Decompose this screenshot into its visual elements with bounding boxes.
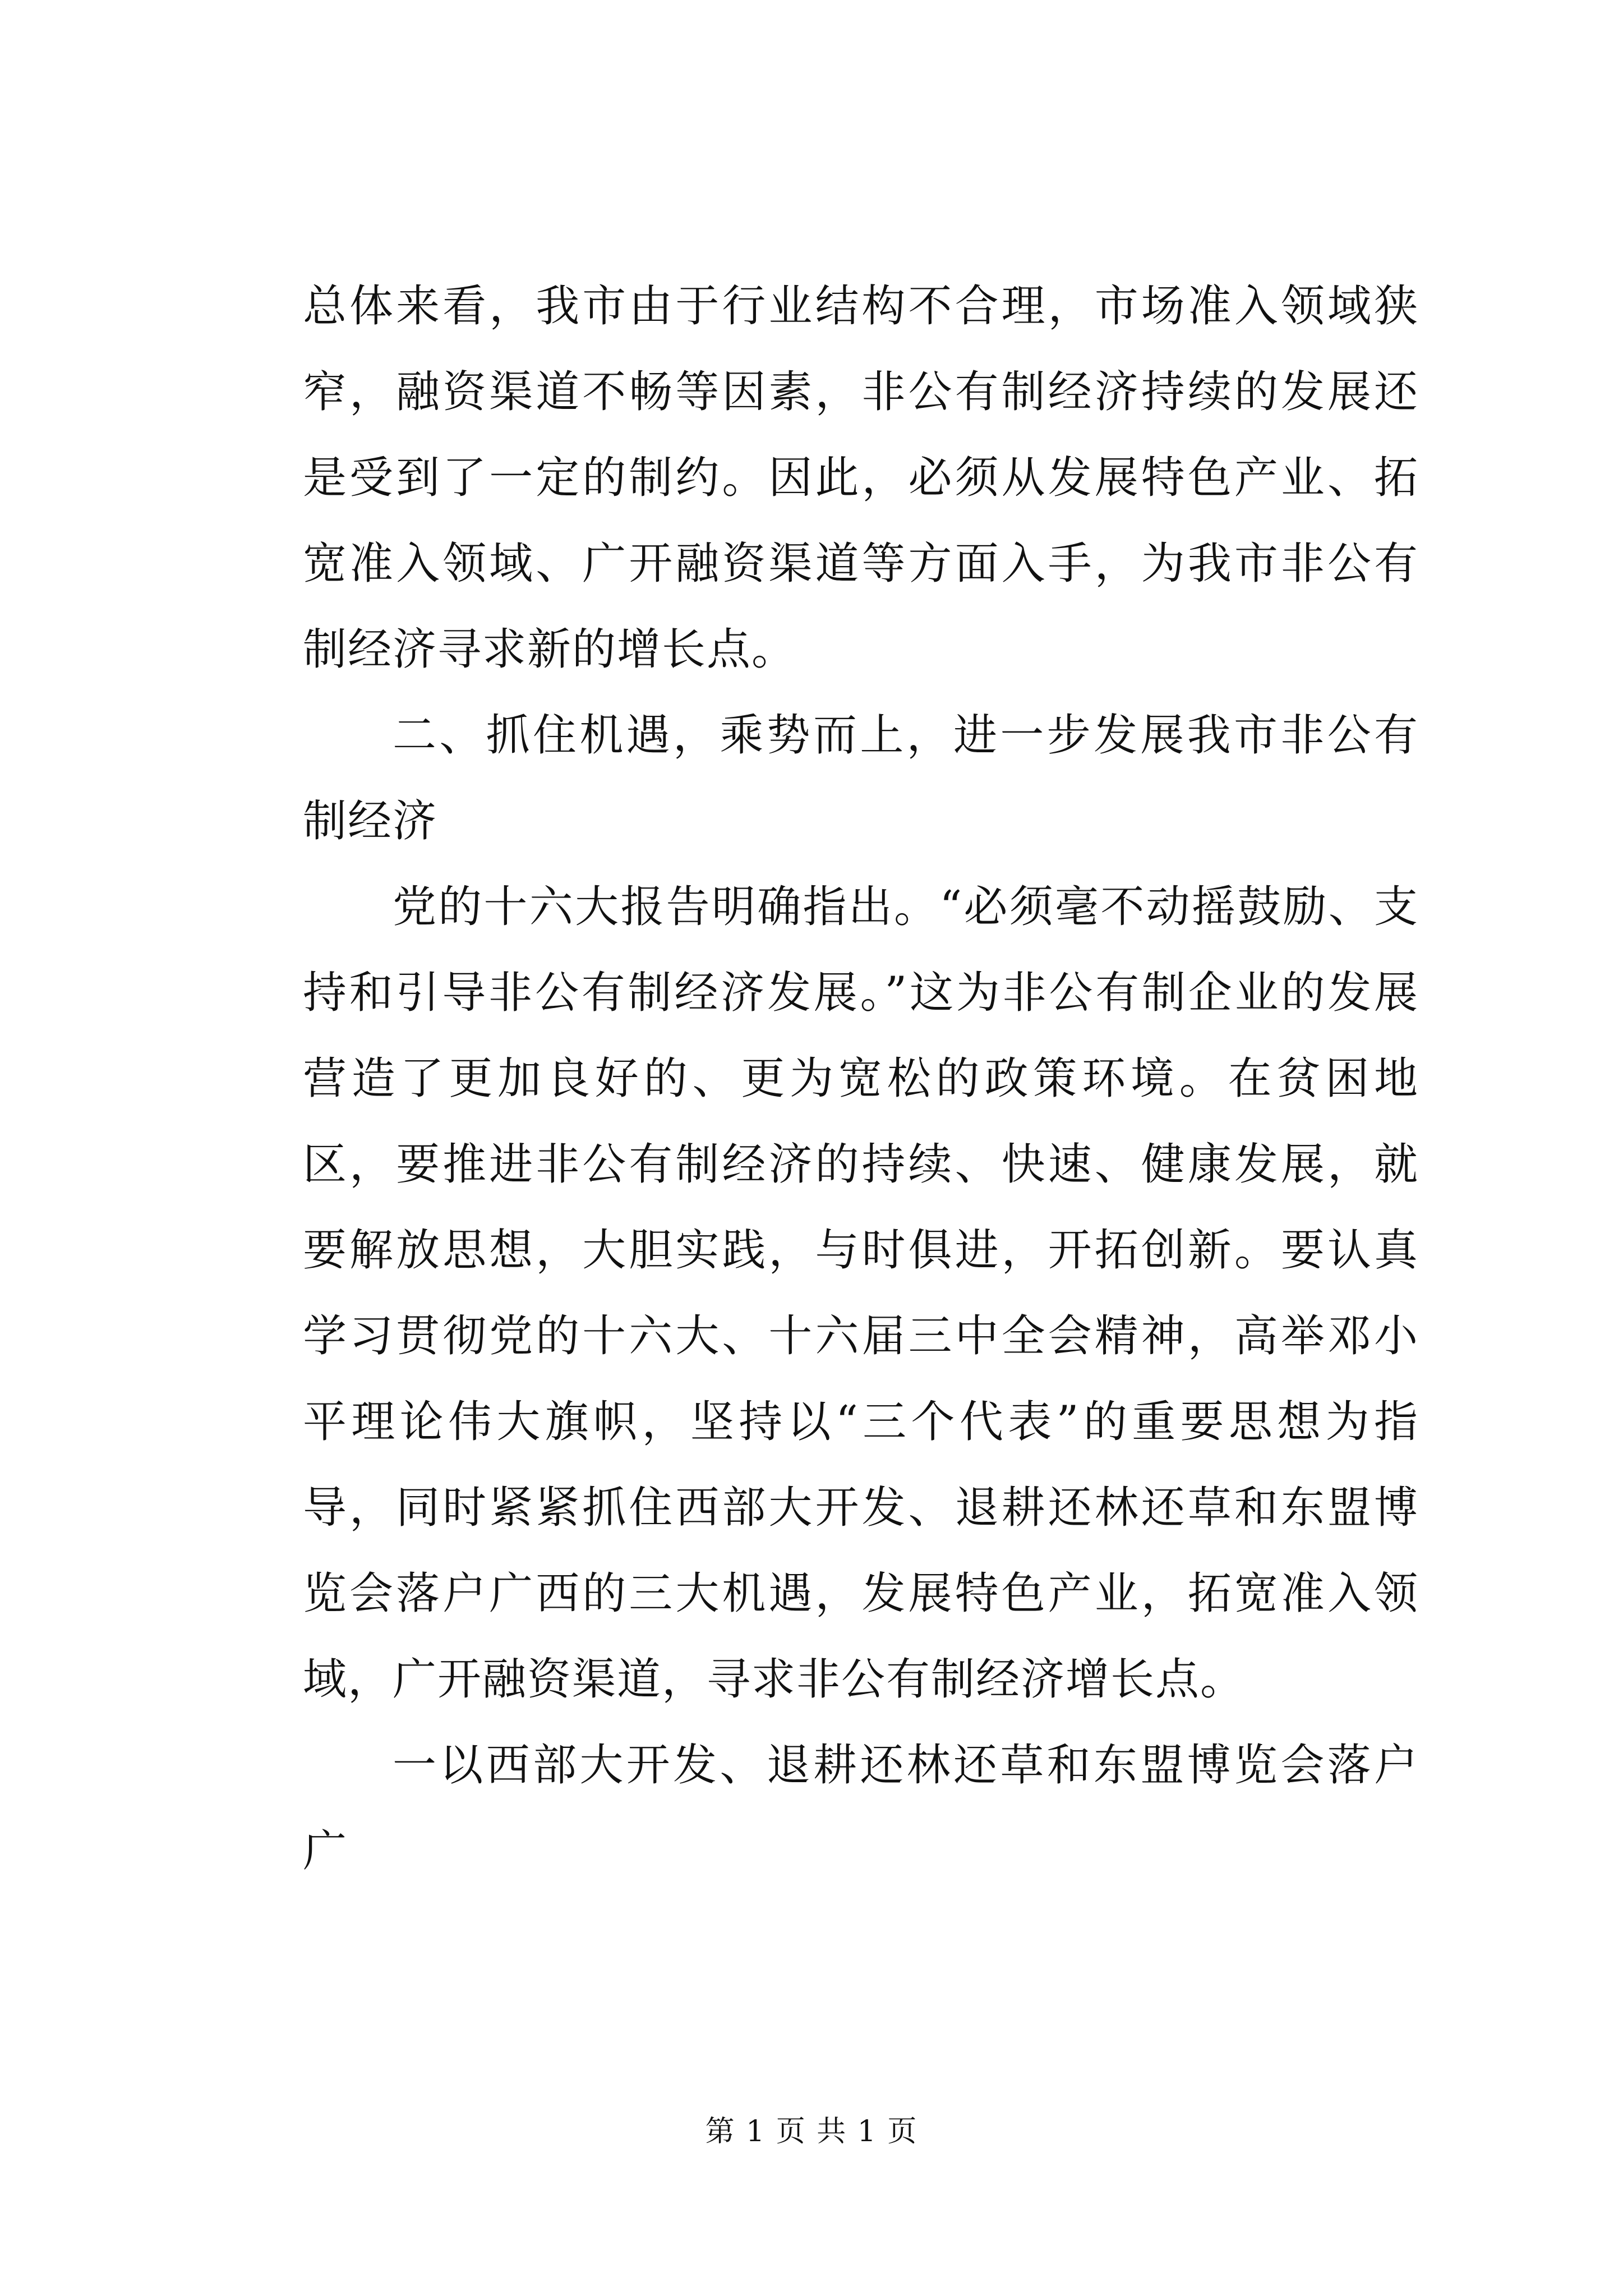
page-number-footer: 第 1 页 共 1 页: [705, 2115, 918, 2148]
paragraph-subheading: 一以西部大开发、退耕还林还草和东盟博览会落户广: [303, 1740, 1419, 1876]
document-body: [303, 264, 1419, 1894]
paragraph-summary: 总体来看，我市由于行业结构不合理，市场准入领域狭窄，融资渠道不畅等因素，非公有制经济持续的发展还是受到了一定的制约。因此，必须从发展特色产业、拓宽准入领域、广开融资渠道等方面入手，为我市非公有制经济寻求新的增长点。: [303, 281, 1419, 675]
paragraph-policy: 党的十六大报告明确指出。“必须毫不动摇鼓励、支持和引导非公有制经济发展。”这为非公有制企业的发展营造了更加良好的、更为宽松的政策环境。在贫困地区，要推进非公有制经济的持续、快速、健康发展，就要解放思想，大胆实践，与时俱进，开拓创新。要认真学习贯彻党的十六大、十六届三中全会精神，高举邓小平理论伟大旗帜，坚持以“三个代表”的重要思想为指导，同时紧紧抓住西部大开发、退耕还林还草和东盟博览会落户广西的三大机遇，发展特色产业，拓宽准入领域，广开融资渠道，寻求非公有制经济增长点。: [303, 882, 1419, 1705]
section-heading: 二、抓住机遇，乘势而上，进一步发展我市非公有制经济: [303, 710, 1419, 846]
